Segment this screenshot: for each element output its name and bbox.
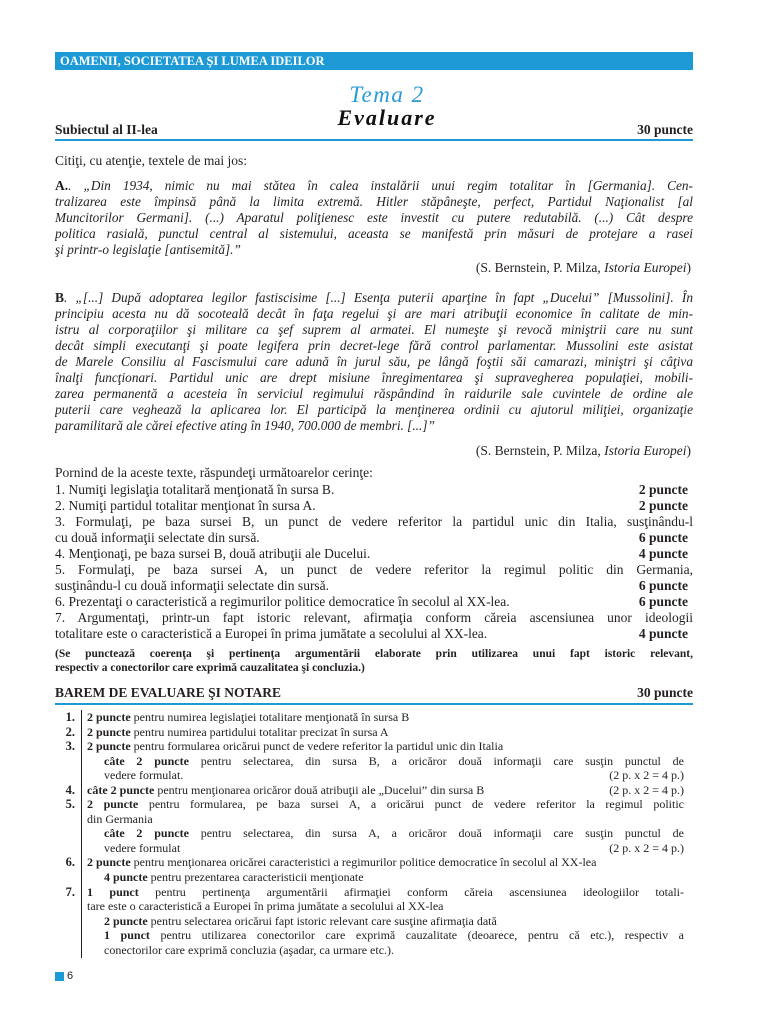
question-points: 6 puncte [638, 594, 688, 609]
barem-desc: pentru utilizarea conectorilor care exprimă cauzalitate (deoarece, pentru că etc.), respectiv a [149, 928, 685, 943]
questions-prompt [55, 465, 693, 481]
note-line: respectiv a conectorilor care exprimă cauzalitatea şi concluzia.) [55, 662, 365, 674]
instructions-text: Citiţi, cu atenţie, textele de mai jos: [55, 153, 247, 168]
source-b-label: B [55, 290, 65, 305]
question-3-cont [55, 530, 693, 546]
source-a-citation [55, 260, 693, 276]
barem-row [55, 812, 693, 827]
barem-row [55, 754, 693, 769]
subject-points: 30 puncte [637, 122, 693, 137]
source-b-citation [55, 443, 693, 459]
source-b-line: de Marele Consiliu al Fascismului care adună în jurul său, pe lângă foştii săi camarazi, miniştri şi câţiva [55, 354, 693, 369]
barem-row [55, 899, 693, 914]
source-a-line: politica rasială, punctul central al sistemului, aceasta se manifestă prin măsuri de protejare a rasei [55, 226, 693, 241]
source-b-line: puterii care veghează la aplicarea lor. El participă la menţinerea ordinii cu ajutorul miliţiei, organizaţie [55, 402, 693, 417]
question-text: 2. Numiţi partidul totalitar menţionat în sursa A. [55, 498, 316, 513]
barem-item-number: 2. [65, 724, 75, 739]
barem-desc: vedere formulat. [104, 768, 184, 783]
barem-points: 2 puncte [87, 797, 139, 812]
question-text: 4. Menţionaţi, pe baza sursei B, două atribuţii ale Ducelui. [55, 546, 371, 561]
citation-work: Istoria Europei [604, 260, 687, 275]
citation-work: Istoria Europei [604, 443, 687, 458]
barem-text [87, 783, 609, 798]
section-header-bar [55, 52, 693, 70]
question-points: 4 puncte [638, 626, 688, 641]
barem-desc: conectorilor care exprimă concluzia (aşadar, ca urmare etc.). [104, 942, 395, 957]
barem-row [55, 739, 693, 754]
source-b-line: decât simpli executanţi şi poate legifera prin decret-lege fără control parlamentar. Mussolini este asistat [55, 338, 693, 353]
barem-points: 30 puncte [637, 685, 693, 700]
barem-points: 2 puncte [87, 739, 131, 754]
citation-close: ) [686, 260, 691, 275]
barem-row [55, 928, 693, 943]
instructions [55, 153, 693, 169]
source-b-line [55, 290, 693, 306]
barem-desc: pentru selectarea oricărui fapt istoric relevant care susţine afirmaţia dată [147, 913, 497, 928]
barem-text [104, 754, 684, 769]
theme-title: Tema 2 [349, 82, 425, 107]
question-6 [55, 594, 693, 610]
barem-row [55, 797, 693, 812]
source-a-label: A. [55, 178, 69, 193]
barem-row [55, 710, 693, 725]
source-a-text: . „Din 1934, nimic nu mai stătea în calea instalării unui regim totalitar în [Germania]. Cen- [68, 178, 693, 193]
question-points: 2 puncte [638, 482, 688, 497]
questions-list [55, 482, 693, 642]
question-5-cont [55, 578, 693, 594]
citation-close: ) [686, 443, 691, 458]
barem-desc: pentru prezentarea caracteristicii menţionate [147, 870, 364, 885]
citation-authors: (S. Bernstein, P. Milza, [475, 260, 605, 275]
question-points: 6 puncte [638, 578, 688, 593]
barem-item-number: 4. [65, 782, 75, 797]
barem-points: 1 punct [87, 884, 139, 899]
question-text: susţinându-l cu două informaţii selectate din sursă. [55, 578, 330, 593]
barem-text [104, 914, 684, 929]
questions-prompt-text: Pornind de la aceste texte, răspundeţi următoarelor cerinţe: [55, 465, 373, 480]
barem-points: 2 puncte [87, 710, 131, 724]
page-marker-icon [55, 972, 64, 981]
barem-text [87, 855, 684, 870]
question-7: 7. Argumentaţi, printr-un fapt istoric relevant, afirmaţia conform căreia ascensiunea unor ideologii [55, 610, 693, 625]
divider [55, 139, 693, 141]
barem-text [104, 826, 684, 841]
source-a [55, 178, 693, 258]
barem-points: 1 punct [104, 928, 150, 943]
page-number: 6 [67, 970, 74, 982]
barem-item-number: 3. [65, 739, 75, 754]
source-a-line: şi printr-o legislaţie [antisemită].” [55, 242, 241, 257]
barem-row [55, 826, 693, 841]
grading-scheme [55, 710, 693, 957]
barem-desc: pentru selectarea, din sursa B, a oricăror două informaţii care susţin punctul de [188, 753, 684, 768]
source-a-line [55, 178, 693, 194]
barem-row [55, 725, 693, 740]
question-points: 6 puncte [638, 530, 688, 545]
barem-desc: pentru numirea partidului totalitar precizat în sursa A [130, 724, 389, 739]
barem-points: 4 puncte [104, 870, 148, 885]
barem-text [104, 870, 684, 885]
barem-desc: pentru formularea, pe baza sursei A, a oricărui punct de vedere referitor la regimul politic [138, 797, 684, 812]
grading-note [55, 647, 693, 675]
question-2 [55, 498, 693, 514]
barem-heading [55, 685, 693, 701]
barem-item-number: 1. [65, 710, 75, 724]
barem-desc: din Germania [87, 811, 153, 826]
barem-desc: tare este o caracteristică a Europei în prima jumătate a secolului al XX-lea [87, 899, 444, 914]
barem-text [87, 739, 684, 754]
question-points: 2 puncte [638, 498, 688, 513]
barem-points: câte 2 puncte [104, 826, 189, 841]
barem-desc: pentru menţionarea oricăror două atribuţii ale „Ducelui” din sursa B [154, 782, 485, 797]
source-b-line: principiu acesta nu dă socoteală decât în faţa regelui şi are mari atribuţii economice în calitate de min- [55, 306, 693, 321]
section-title: OAMENII, SOCIETATEA ŞI LUMEA IDEILOR [60, 54, 325, 68]
barem-calculation: (2 p. x 2 = 4 p.) [609, 768, 684, 783]
barem-points: 2 puncte [87, 724, 131, 739]
source-b-line: înalţi funcţionari. Partidul unic are drept misiune înregimentarea şi supravegherea populaţiei, mobili- [55, 370, 693, 385]
barem-item-number: 5. [65, 797, 75, 812]
barem-title: BAREM DE EVALUARE ŞI NOTARE [55, 685, 282, 700]
evaluation-title: Evaluare [337, 105, 437, 130]
barem-desc: pentru menţionarea oricărei caracteristici a regimurilor politice democratice în secolul al XX-lea [130, 855, 597, 870]
source-a-line: Muncitorilor Germani]. (...) Aparatul poliţienesc este investit cu putere redutabilă. (...) Cât despre [55, 210, 693, 225]
barem-points: câte 2 puncte [87, 782, 155, 797]
question-text: totalitare este o caracteristică a Europei în prima jumătate a secolului al XX-lea. [55, 626, 488, 641]
barem-row [55, 783, 693, 798]
barem-points: 2 puncte [104, 913, 148, 928]
question-7-cont [55, 626, 693, 642]
source-a-line: tralizarea este împinsă până la limita extremă. Hitler stăpâneşte, perfect, Partidul Naţionalist [al [55, 194, 693, 209]
barem-text [87, 885, 684, 900]
question-text: cu două informaţii selectate din sursă. [55, 530, 260, 545]
divider [55, 703, 693, 705]
source-b-line: zarea permanentă a acesteia în serviciul regimului răspândind în raidurile sale cuvintele de ordine ale [55, 386, 693, 401]
barem-row [55, 885, 693, 900]
barem-item-number: 7. [65, 884, 75, 899]
source-b-text: . „[...] După adoptarea legilor fastiscisime [...] Esenţa puterii aparţine în fapt „Ducelui” [Mussolini]. În [64, 290, 693, 305]
barem-desc: pentru numirea legislaţiei totalitare menţionată în sursa B [130, 710, 410, 724]
source-b [55, 290, 693, 434]
barem-text [104, 928, 684, 943]
barem-text [87, 797, 684, 812]
barem-row [55, 943, 693, 958]
barem-text [87, 725, 684, 740]
barem-desc: pentru pertinenţa argumentării afirmaţiei conform căreia ascensiunea ideologiilor totali- [138, 884, 684, 899]
question-points: 4 puncte [638, 546, 688, 561]
source-b-line: paramilitară ale cărei efective ating în 1940, 700.000 de membri. [...]” [55, 418, 435, 433]
barem-row [55, 841, 693, 856]
source-b-line: istru al corporaţiilor şi militare ca şef suprem al armatei. El numeşte şi revocă miniştrii care nu sunt [55, 322, 693, 337]
note-line: (Se punctează coerenţa şi pertinenţa argumentării elaborate prin utilizarea unui fapt istoric relevant, [55, 648, 693, 660]
question-4 [55, 546, 693, 562]
barem-points: câte 2 puncte [104, 753, 189, 768]
citation-authors: (S. Bernstein, P. Milza, [475, 443, 605, 458]
barem-row [55, 855, 693, 870]
barem-calculation: (2 p. x 2 = 4 p.) [609, 782, 684, 797]
question-text: 6. Prezentaţi o caracteristică a regimurilor politice democratice în secolul al XX-lea. [55, 594, 510, 609]
barem-desc: vedere formulat [104, 840, 181, 855]
barem-text [87, 710, 684, 725]
barem-calculation: (2 p. x 2 = 4 p.) [609, 840, 684, 855]
subject-label: Subiectul al II-lea [55, 122, 158, 137]
question-1 [55, 482, 693, 498]
barem-desc: pentru formularea oricărui punct de vedere referitor la partidul unic din Italia [130, 739, 504, 754]
barem-row [55, 768, 693, 783]
barem-desc: pentru selectarea, din sursa A, a oricăror două informaţii care susţin punctul de [188, 826, 684, 841]
question-text: 1. Numiţi legislaţia totalitară menţionată în sursa B. [55, 482, 335, 497]
barem-item-number: 6. [65, 855, 75, 870]
subject-heading [55, 122, 693, 138]
question-3: 3. Formulaţi, pe baza sursei B, un punct de vedere referitor la partidul unic din Italia, susţinându-l [55, 514, 693, 529]
question-5: 5. Formulaţi, pe baza sursei A, un punct de vedere referitor la regimul politic din Germania, [55, 562, 693, 577]
barem-points: 2 puncte [87, 855, 131, 870]
barem-row [55, 914, 693, 929]
barem-row [55, 870, 693, 885]
